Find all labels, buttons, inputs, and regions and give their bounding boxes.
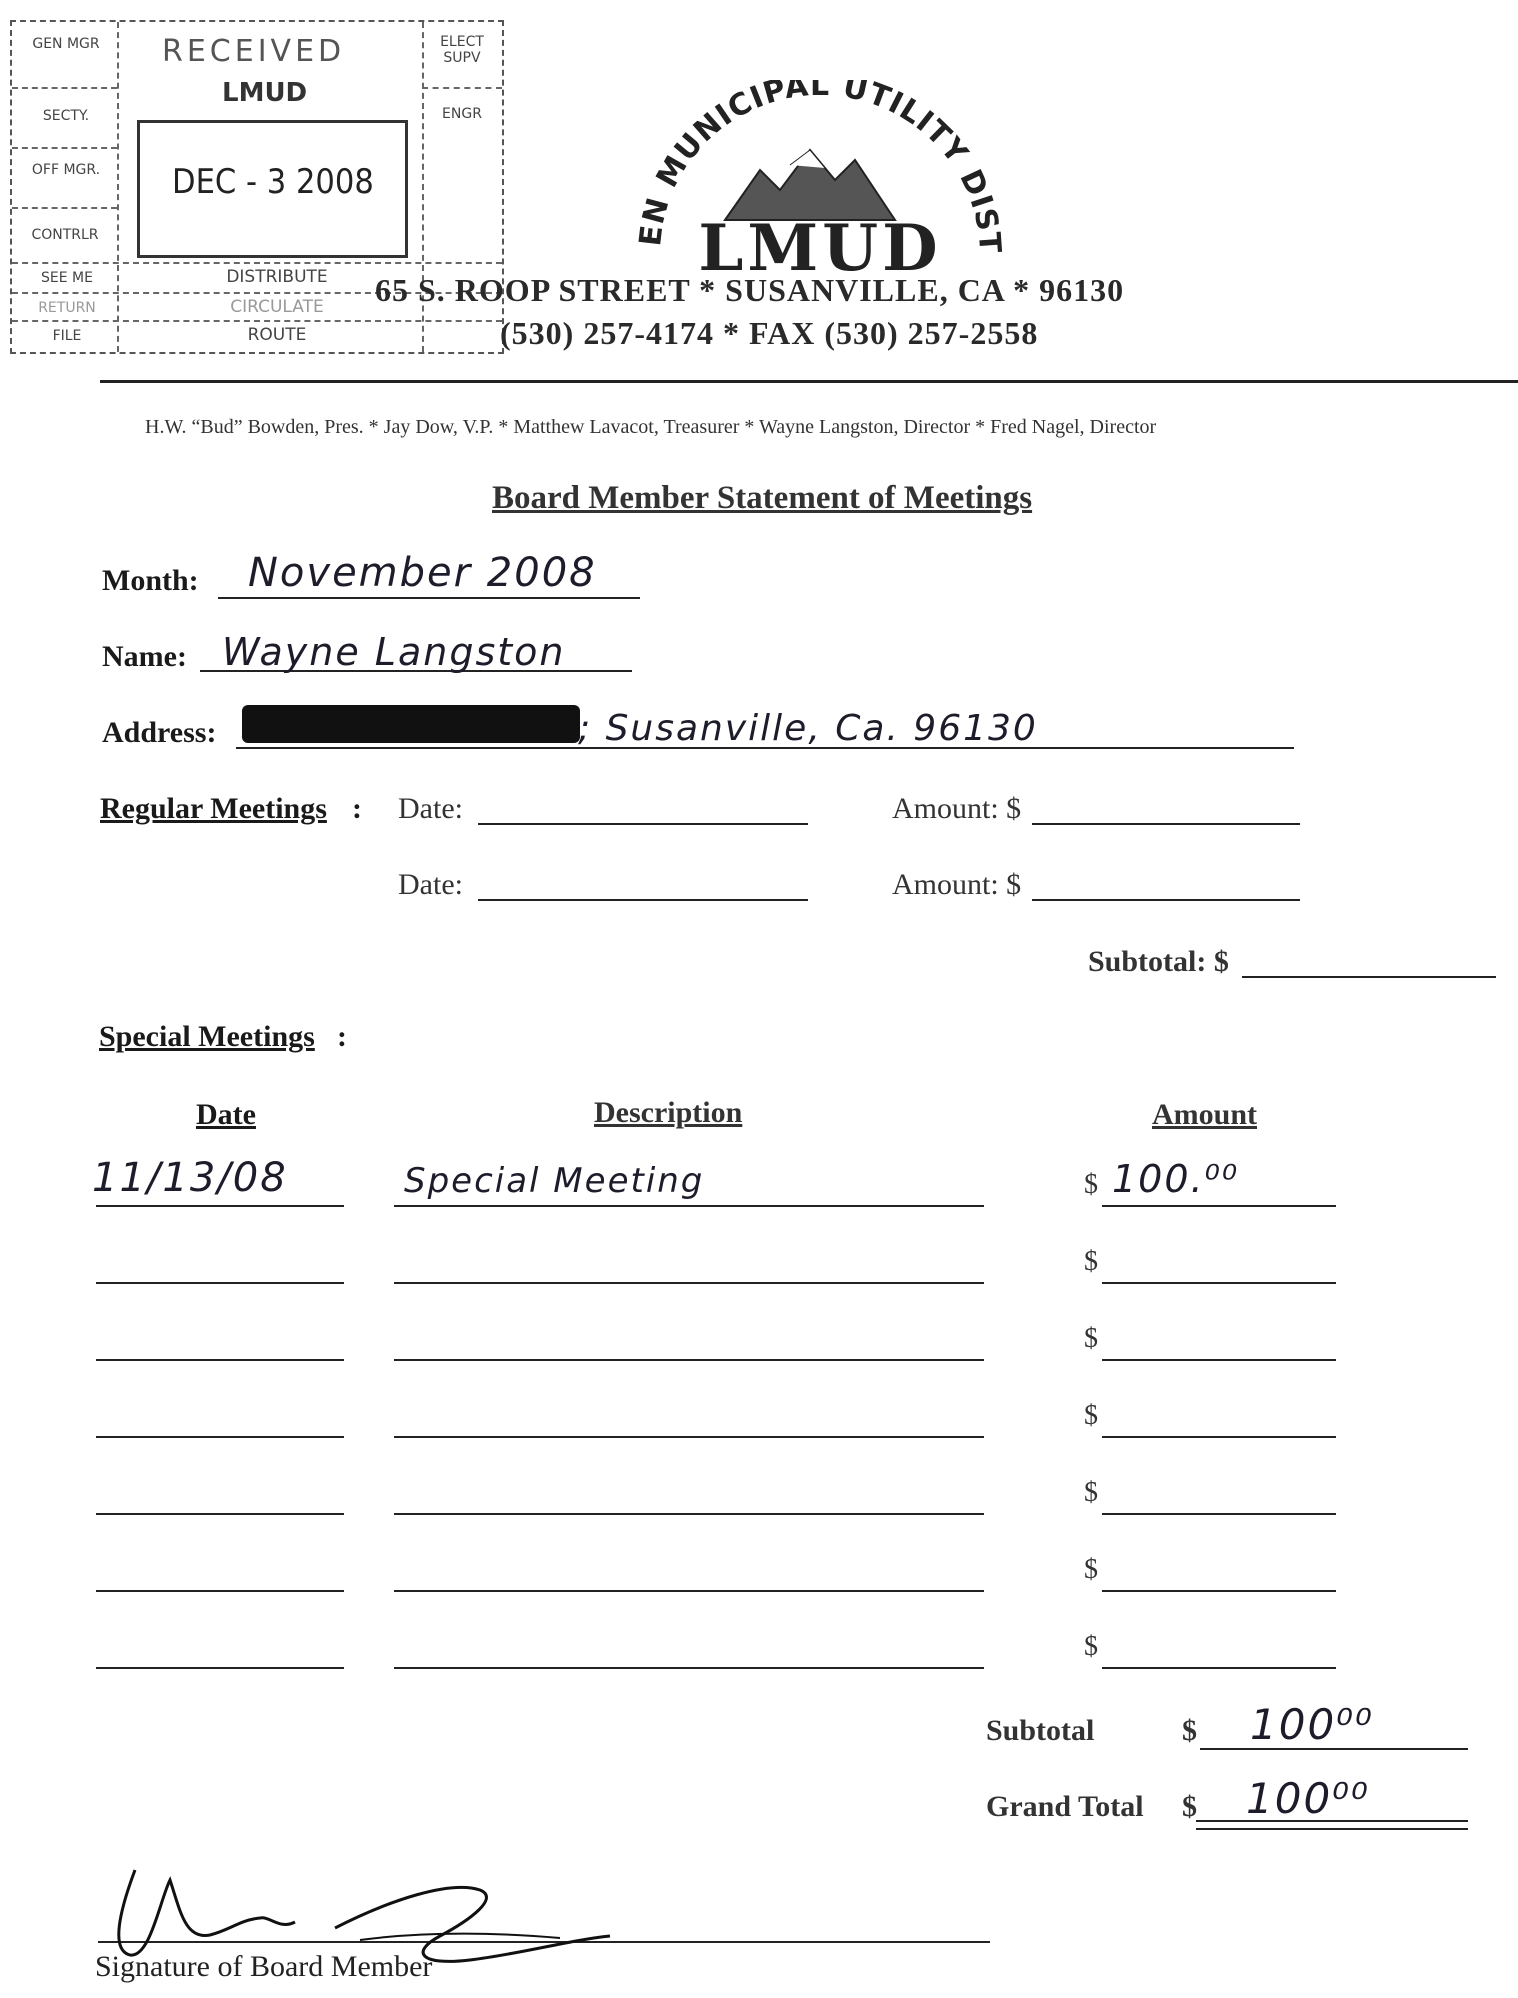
month-value: November 2008 — [248, 550, 597, 596]
regular-amount-label-1: Amount: $ — [892, 792, 1022, 825]
special-row-description: Special Meeting — [404, 1161, 705, 1201]
stamp-date: DEC - 3 2008 — [172, 162, 374, 202]
grand-total-line-2 — [1196, 1828, 1468, 1830]
special-row-description-line — [394, 1513, 984, 1515]
stamp-cell-contrlr: CONTRLR — [31, 227, 99, 243]
signature-label: Signature of Board Member — [95, 1950, 433, 1983]
special-row-description-line — [394, 1667, 984, 1669]
lmud-logo — [630, 80, 1010, 280]
special-row-dollar-sign: $ — [1084, 1477, 1098, 1508]
address-redaction — [242, 705, 580, 743]
regular-date-line-1 — [478, 823, 808, 825]
special-meetings-label: Special Meetings — [99, 1020, 315, 1053]
stamp-cell-secty: SECTY. — [42, 108, 90, 124]
regular-amount-line-1 — [1032, 823, 1300, 825]
stamp-cell-elect-supv: ELECT SUPV — [440, 34, 484, 66]
special-row-dollar-sign: $ — [1084, 1400, 1098, 1431]
subtotal-value: 100⁰⁰ — [1250, 1700, 1374, 1749]
special-row-date-line — [96, 1513, 344, 1515]
special-row-amount-line — [1102, 1436, 1336, 1438]
special-row-amount-line — [1102, 1590, 1336, 1592]
regular-subtotal-label: Subtotal: $ — [1088, 945, 1229, 978]
special-row-date-line — [96, 1205, 344, 1207]
special-row-description-line — [394, 1590, 984, 1592]
regular-amount-label-2: Amount: $ — [892, 868, 1022, 901]
stamp-cell-engr: ENGR — [442, 106, 482, 122]
special-row-amount-line — [1102, 1282, 1336, 1284]
special-row-date-line — [96, 1359, 344, 1361]
special-row-date: 11/13/08 — [92, 1155, 288, 1201]
regular-date-label-1: Date: — [398, 792, 463, 825]
grand-total-dollar-sign: $ — [1182, 1790, 1197, 1823]
stamp-cell-file: FILE — [52, 328, 82, 344]
regular-date-line-2 — [478, 899, 808, 901]
logo-arc-text: EN MUNICIPAL UTILITY DIST — [633, 80, 1008, 256]
stamp-cell-return: RETURN — [38, 300, 96, 316]
grand-total-value: 100⁰⁰ — [1246, 1774, 1370, 1823]
special-row-dollar-sign: $ — [1084, 1246, 1098, 1277]
address-label: Address: — [102, 716, 217, 749]
regular-subtotal-line — [1242, 976, 1496, 978]
regular-date-label-2: Date: — [398, 868, 463, 901]
stamp-cell-gen-mgr: GEN MGR — [32, 36, 100, 52]
special-row-amount-line — [1102, 1359, 1336, 1361]
special-row-amount-line — [1102, 1513, 1336, 1515]
special-row-date-line — [96, 1436, 344, 1438]
special-row-date-line — [96, 1590, 344, 1592]
logo-lmud-text: LMUD — [698, 211, 942, 280]
stamp-cell-see-me: SEE ME — [41, 270, 93, 286]
special-row-amount-line — [1102, 1205, 1336, 1207]
column-header-date: Date — [196, 1098, 256, 1131]
name-label: Name: — [102, 640, 187, 673]
letterhead-address: 65 S. ROOP STREET * SUSANVILLE, CA * 96130 — [375, 272, 1125, 308]
special-row-dollar-sign: $ — [1084, 1554, 1098, 1585]
stamp-org-text: LMUD — [222, 78, 308, 108]
special-row-dollar-sign: $ — [1084, 1323, 1098, 1354]
officers-line: H.W. “Bud” Bowden, Pres. * Jay Dow, V.P. * Matthew Lavacot, Treasurer * Wayne Langston, Director * Fred Nagel, Director — [145, 416, 1157, 438]
special-row-description-line — [394, 1436, 984, 1438]
regular-meetings-colon: : — [352, 792, 362, 825]
special-row-date-line — [96, 1667, 344, 1669]
stamp-cell-off-mgr: OFF MGR. — [31, 162, 101, 178]
special-row-description-line — [394, 1359, 984, 1361]
address-value: ; Susanville, Ca. 96130 — [578, 708, 1038, 749]
grand-total-label: Grand Total — [986, 1790, 1144, 1823]
special-row-description-line — [394, 1282, 984, 1284]
month-underline — [218, 597, 640, 599]
special-row-amount: 100.⁰⁰ — [1112, 1157, 1240, 1201]
stamp-cell-route: ROUTE — [247, 325, 307, 345]
signature-area — [90, 1840, 990, 1990]
special-row-description-line — [394, 1205, 984, 1207]
form-title: Board Member Statement of Meetings — [492, 480, 1033, 516]
name-value: Wayne Langston — [222, 630, 566, 674]
special-row-dollar-sign: $ — [1084, 1169, 1098, 1200]
stamp-cell-circulate: CIRCULATE — [230, 297, 324, 317]
special-row-dollar-sign: $ — [1084, 1631, 1098, 1662]
regular-amount-line-2 — [1032, 899, 1300, 901]
regular-meetings-label: Regular Meetings — [100, 792, 327, 825]
letterhead-phone: (530) 257-4174 * FAX (530) 257-2558 — [500, 315, 1039, 351]
month-label: Month: — [102, 564, 199, 597]
subtotal-dollar-sign: $ — [1182, 1714, 1197, 1747]
special-row-amount-line — [1102, 1667, 1336, 1669]
stamp-received-text: RECEIVED — [162, 34, 346, 69]
stamp-cell-distribute: DISTRIBUTE — [226, 267, 328, 287]
special-meetings-colon: : — [337, 1020, 347, 1053]
lmud-logo-graphic — [630, 80, 1010, 280]
special-row-date-line — [96, 1282, 344, 1284]
subtotal-label: Subtotal — [986, 1714, 1095, 1747]
letterhead-rule — [100, 380, 1518, 383]
column-header-description: Description — [594, 1096, 743, 1129]
column-header-amount: Amount — [1152, 1098, 1258, 1131]
